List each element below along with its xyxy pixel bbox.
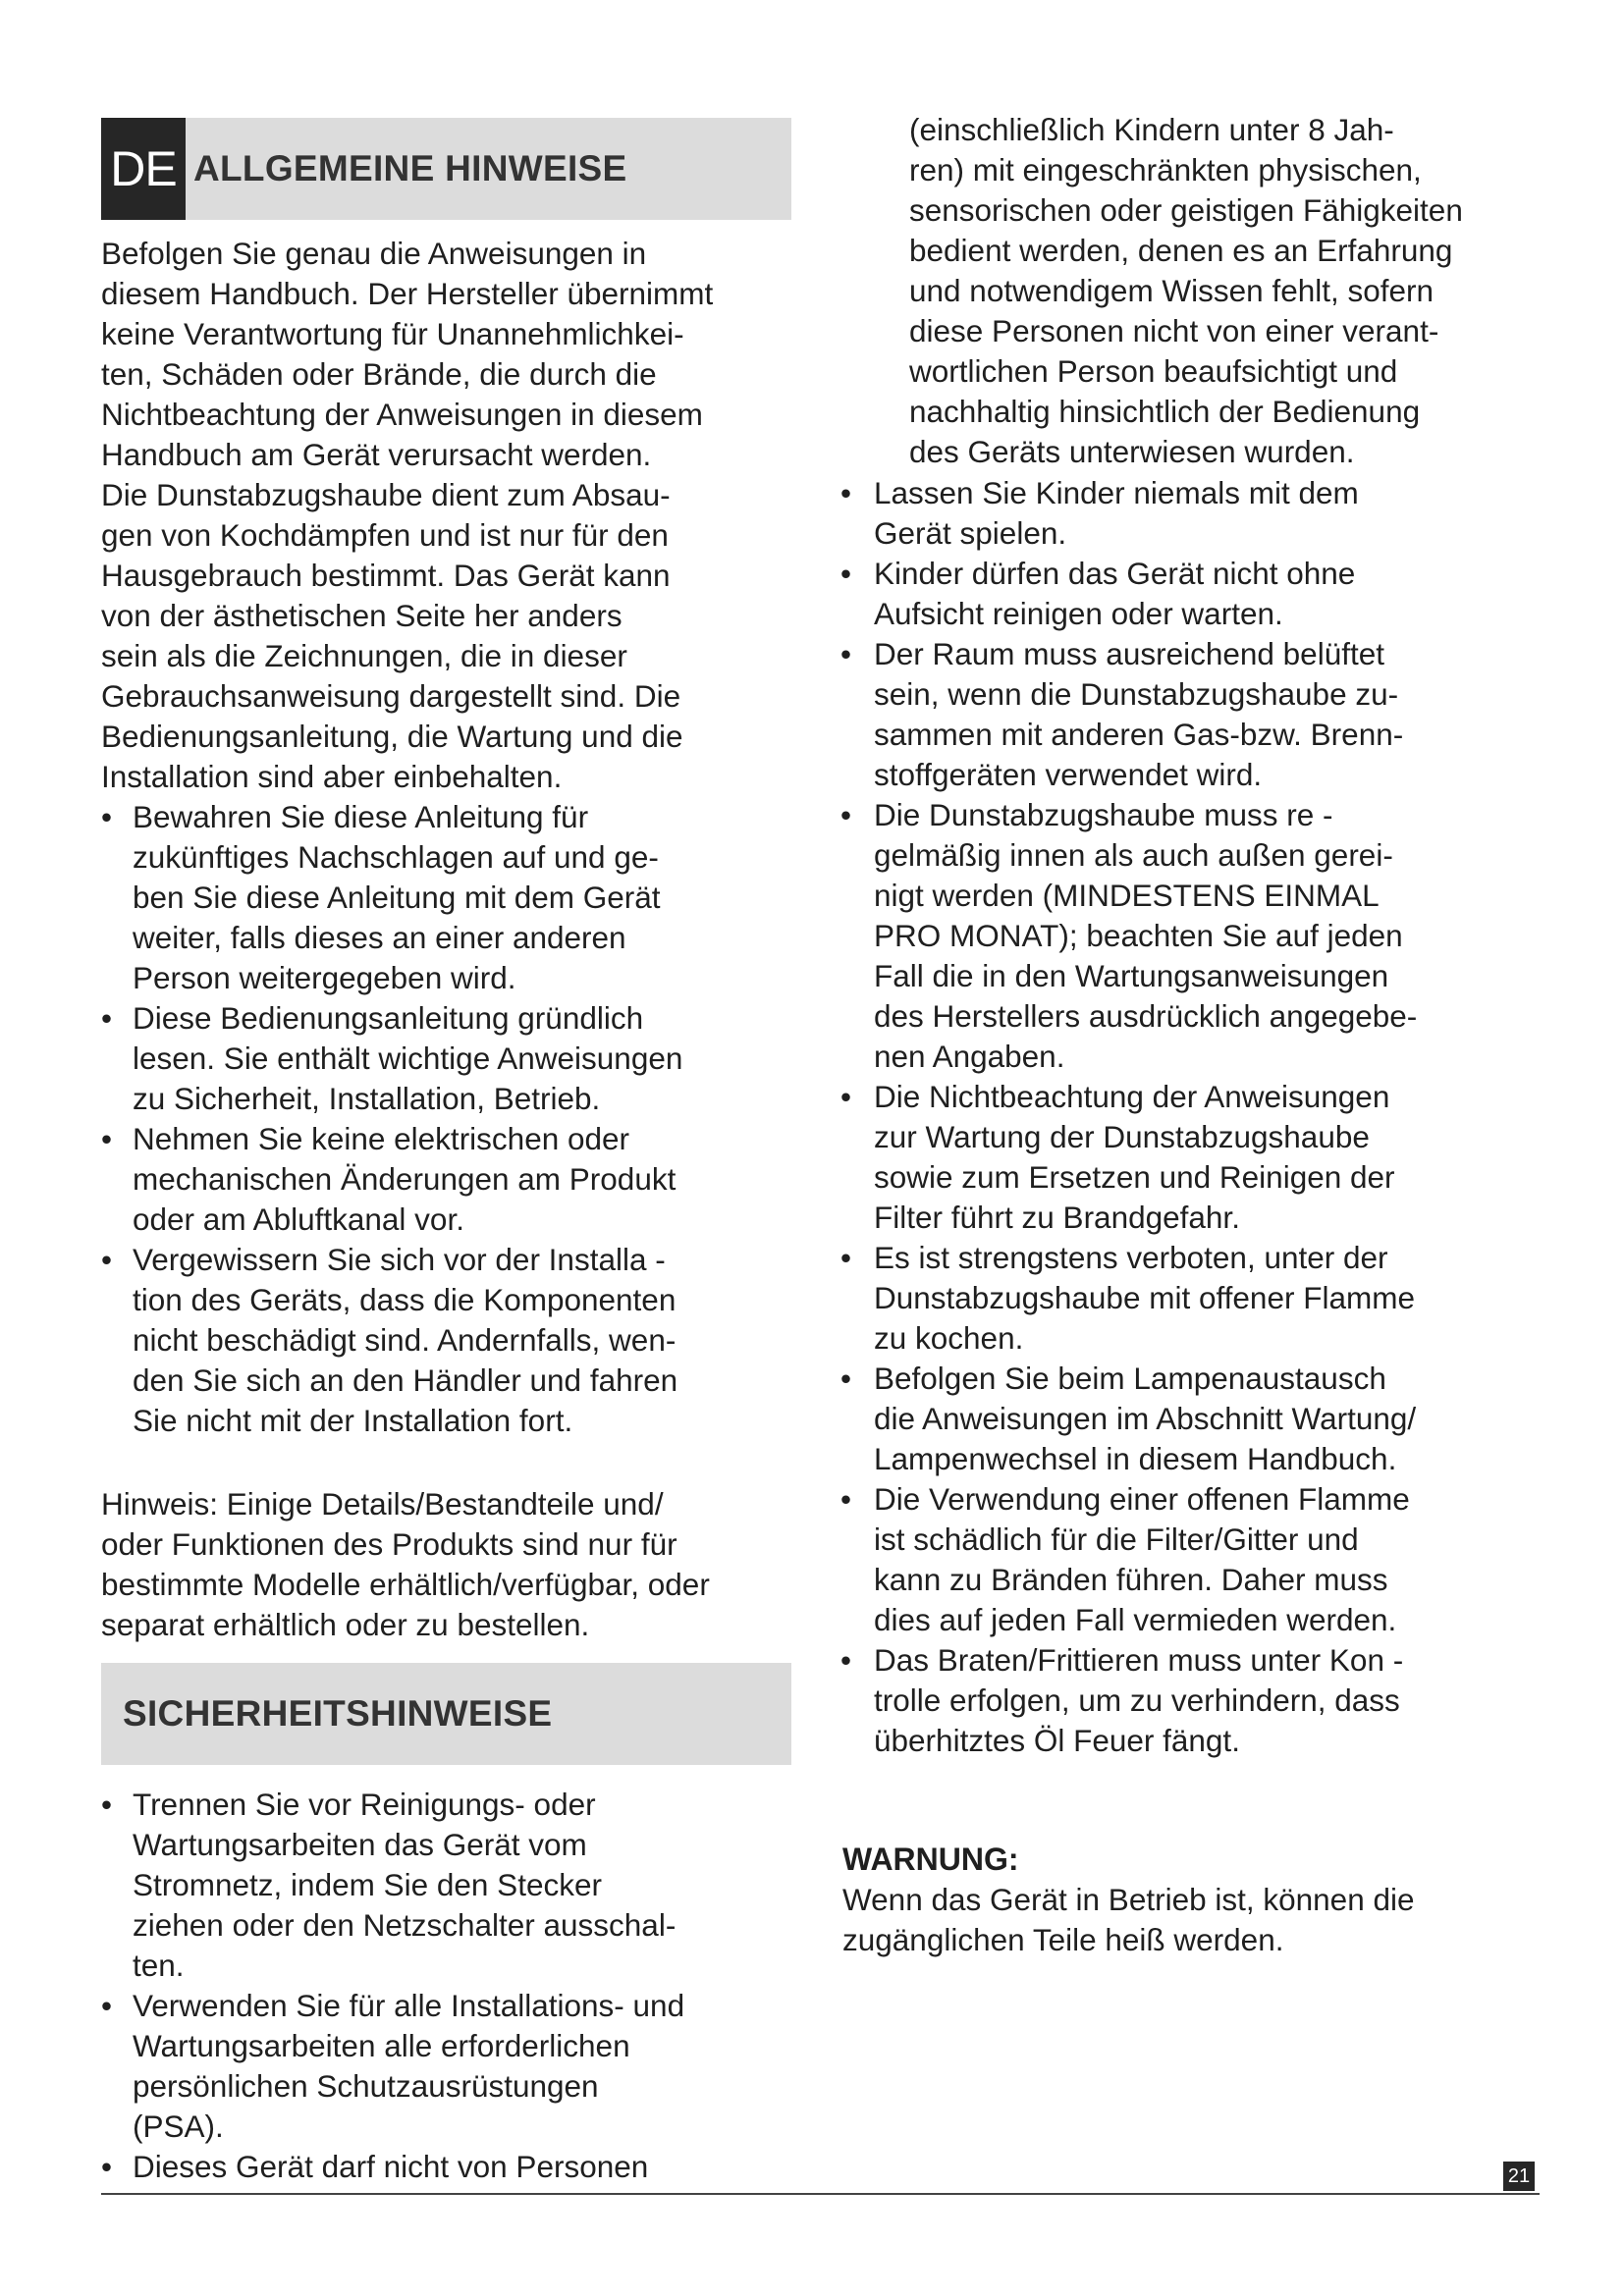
warning-text: Wenn das Gerät in Betrieb ist, können die zugänglichen Teile heiß werden. <box>842 1882 1415 1957</box>
safety-bullet-list <box>101 1785 808 2187</box>
bullet-icon: • <box>101 1787 113 1822</box>
footer-divider <box>101 2193 1540 2195</box>
list-item: • Kinder dürfen das Gerät nicht ohne Aufsicht reinigen oder warten. <box>840 556 1356 631</box>
bullet-icon: • <box>101 1121 113 1156</box>
list-item: • Vergewissern Sie sich vor der Installa - tion des Geräts, dass die Komponenten nicht beschädigt sind. Andernfalls, wen- den Sie sich an den Händler und fahren Sie nicht mit der Installation fort. <box>101 1242 678 1438</box>
continuation-paragraph: (einschließlich Kindern unter 8 Jah- ren) mit eingeschränkten physischen, sensorischen oder geistigen Fähigkeiten bedient werden, denen es an Erfahrung und notwendigem Wissen fehlt, sofern diese Personen nicht von einer verant- wortlichen Person beaufsichtigt und nachhaltig hinsichtlich der Bedienung des Geräts unterwiesen wurden. <box>909 112 1463 469</box>
list-item: • Befolgen Sie beim Lampenaustausch die Anweisungen im Abschnitt Wartung/ Lampenwechsel in diesem Handbuch. <box>840 1361 1417 1476</box>
bullet-icon: • <box>101 1988 113 2023</box>
list-item: • Die Nichtbeachtung der Anweisungen zur Wartung der Dunstabzugshaube sowie zum Ersetzen und Reinigen der Filter führt zu Brandgefahr. <box>840 1079 1395 1235</box>
bullet-icon: • <box>840 1481 852 1517</box>
list-item: • Dieses Gerät darf nicht von Personen <box>101 2147 808 2187</box>
list-item: • Es ist strengstens verboten, unter der Dunstabzugshaube mit offener Flamme zu kochen. <box>840 1240 1415 1356</box>
list-item: • Trennen Sie vor Reinigungs- oder Wartungsarbeiten das Gerät vom Stromnetz, indem Sie den Stecker ziehen oder den Netzschalter ausschal- ten. <box>101 1787 677 1983</box>
list-item: • Lassen Sie Kinder niemals mit dem Gerät spielen. <box>840 475 1359 551</box>
section-title-general: ALLGEMEINE HINWEISE <box>193 148 627 188</box>
bullet-icon: • <box>840 1642 852 1678</box>
bullet-icon: • <box>101 799 113 834</box>
list-item: • Diese Bedienungsanleitung gründlich lesen. Sie enthält wichtige Anweisungen zu Sicherheit, Installation, Betrieb. <box>101 1000 683 1116</box>
bullet-icon: • <box>101 2149 113 2184</box>
bullet-icon: • <box>840 1361 852 1396</box>
list-item: • Bewahren Sie diese Anleitung für zukünftiges Nachschlagen auf und ge- ben Sie diese Anleitung mit dem Gerät weiter, falls dieses an einer anderen Person weitergegeben wird. <box>101 799 661 995</box>
bullet-icon: • <box>840 797 852 832</box>
safety-bullet-list-continued <box>840 473 1557 1761</box>
list-item: • Das Braten/Frittieren muss unter Kon - trolle erfolgen, um zu verhindern, dass überhitztes Öl Feuer fängt. <box>840 1642 1404 1758</box>
bullet-icon: • <box>840 1240 852 1275</box>
bullet-icon: • <box>840 475 852 510</box>
bullet-icon: • <box>101 1000 113 1036</box>
note-paragraph: Hinweis: Einige Details/Bestandteile und/ oder Funktionen des Produkts sind nur für bestimmte Modelle erhältlich/verfügbar, oder separat erhältlich oder zu bestellen. <box>101 1486 710 1642</box>
bullet-icon: • <box>840 1079 852 1114</box>
list-item: • Nehmen Sie keine elektrischen oder mechanischen Änderungen am Produkt oder am Abluftkanal vor. <box>101 1121 677 1237</box>
section-header-safety <box>101 1663 791 1765</box>
bullet-icon: • <box>101 1242 113 1277</box>
section-header-general <box>101 118 791 220</box>
bullet-icon: • <box>840 556 852 591</box>
list-item: • Die Verwendung einer offenen Flamme ist schädlich für die Filter/Gitter und kann zu Bränden führen. Daher muss dies auf jeden Fall vermieden werden. <box>840 1481 1410 1637</box>
intro-paragraph: Befolgen Sie genau die Anweisungen in diesem Handbuch. Der Hersteller übernimmt keine Verantwortung für Unannehmlichkei- ten, Schäden oder Brände, die durch die Nichtbeachtung der Anweisungen in diesem Handbuch am Gerät verursacht werden. Die Dunstabzugshaube dient zum Absau- gen von Kochdämpfen und ist nur für den Hausgebrauch bestimmt. Das Gerät kann von der ästhetischen Seite her anders sein als die Zeichnungen, die in dieser Gebrauchsanweisung dargestellt sind. Die Bedienungsanleitung, die Wartung und die Installation sind aber einbehalten. <box>101 236 714 794</box>
bullet-icon: • <box>840 636 852 671</box>
list-item: • Der Raum muss ausreichend belüftet sein, wenn die Dunstabzugshaube zu- sammen mit anderen Gas-bzw. Brenn- stoffgeräten verwendet wird. <box>840 636 1404 792</box>
section-title-safety: SICHERHEITSHINWEISE <box>123 1693 553 1734</box>
list-item: • Verwenden Sie für alle Installations- und Wartungsarbeiten alle erforderlichen persönlichen Schutzausrüstungen (PSA). <box>101 1988 685 2144</box>
language-badge: DE <box>101 118 186 220</box>
list-item: • Die Dunstabzugshaube muss re - gelmäßig innen als auch außen gerei- nigt werden (MINDESTENS EINMAL PRO MONAT); beachten Sie auf jeden Fall die in den Wartungsanweisungen des Herstellers ausdrücklich angegebe- nen Angaben. <box>840 797 1418 1074</box>
page-number: 21 <box>1503 2162 1535 2191</box>
warning-title: WARNUNG: <box>842 1842 1019 1877</box>
general-bullet-list <box>101 797 808 1441</box>
